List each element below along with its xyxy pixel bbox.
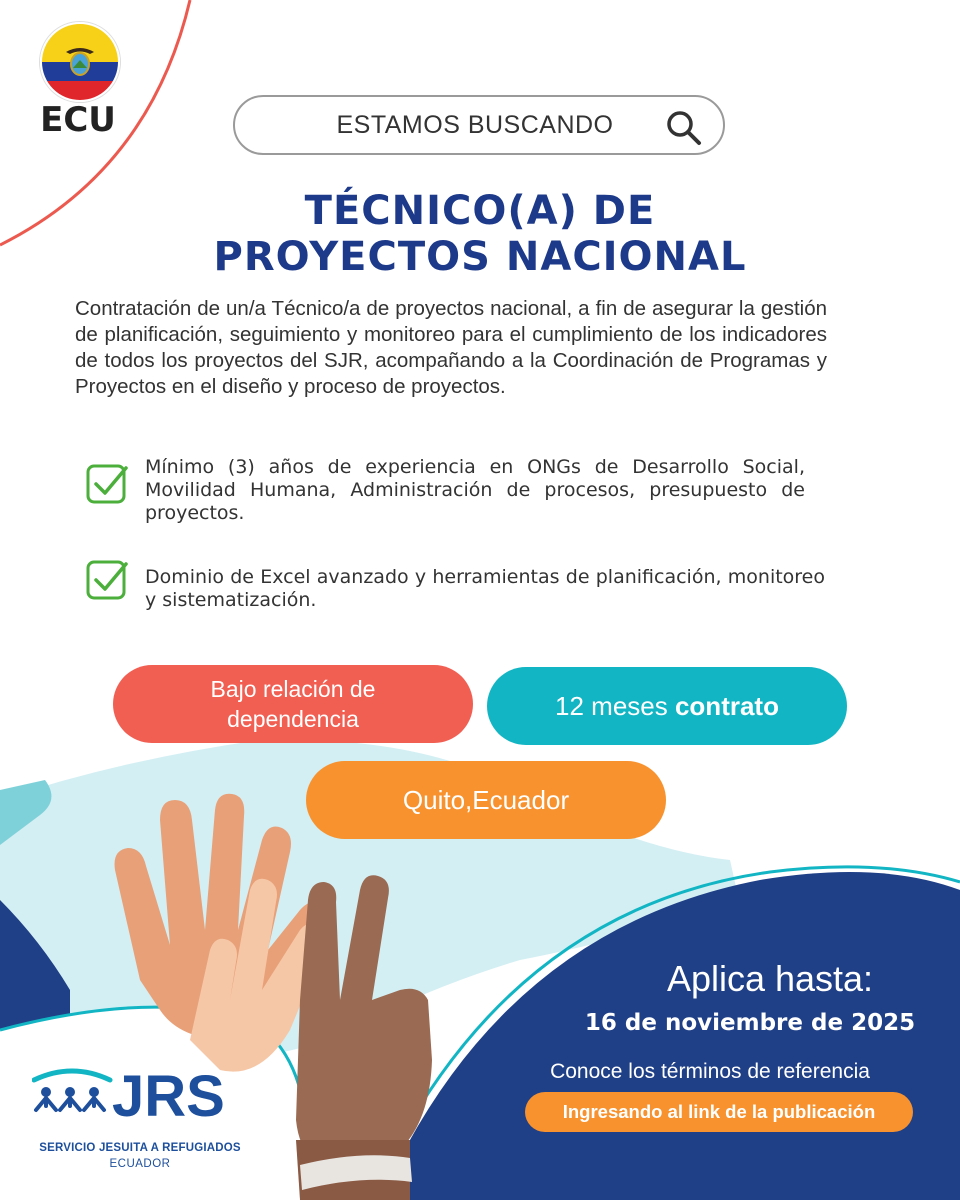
- ecuador-flag-icon: [40, 22, 120, 102]
- org-name: SERVICIO JESUITA A REFUGIADOS: [39, 1142, 241, 1154]
- location-tag: [306, 761, 666, 839]
- country-code: ECU: [40, 100, 116, 140]
- job-title: [120, 188, 840, 280]
- jrs-logo-text: JRS: [112, 1064, 225, 1128]
- duration-tag: [487, 667, 847, 745]
- duration-prefix: 12 meses: [555, 690, 675, 721]
- checkbox-icon: [86, 462, 128, 504]
- org-country: ECUADOR: [109, 1158, 171, 1170]
- job-title-line1: TÉCNICO(A) DE: [304, 188, 656, 234]
- apply-label: Aplica hasta:: [666, 958, 874, 999]
- search-icon: [665, 109, 703, 147]
- contract-type-label: Bajo relación de dependencia: [210, 676, 376, 732]
- search-bar[interactable]: [233, 95, 725, 155]
- jrs-people-icon: [34, 1071, 110, 1110]
- location-label: Quito,Ecuador: [402, 784, 570, 815]
- apply-deadline: 16 de noviembre de 2025: [584, 1010, 916, 1036]
- requirement-item: Dominio de Excel avanzado y herramientas de planificación, monitoreo y sistematización.: [145, 566, 825, 611]
- checkbox-icon: [86, 558, 128, 600]
- duration-bold: contrato: [674, 690, 779, 721]
- terms-text: Conoce los términos de referencia: [550, 1060, 870, 1083]
- jrs-logo: [32, 1058, 252, 1128]
- search-label: ESTAMOS BUSCANDO: [336, 111, 614, 139]
- job-description: Contratación de un/a Técnico/a de proyectos nacional, a fin de asegurar la gestión de planificación, seguimiento y monitoreo para el cumplimiento de los indicadores de todos los proyectos del SJR, acompañando a la Coordinación de Programas y Proyectos en el diseño y proceso de proyectos.: [75, 297, 827, 398]
- publication-link-button[interactable]: Ingresando al link de la publicación: [525, 1092, 913, 1132]
- requirement-item: Mínimo (3) años de experiencia en ONGs de Desarrollo Social, Movilidad Humana, Administración de procesos, presupuesto de proyectos.: [145, 456, 805, 524]
- contract-type-tag: [113, 665, 473, 743]
- job-title-line2: PROYECTOS NACIONAL: [213, 234, 747, 280]
- coat-of-arms-icon: [64, 44, 96, 80]
